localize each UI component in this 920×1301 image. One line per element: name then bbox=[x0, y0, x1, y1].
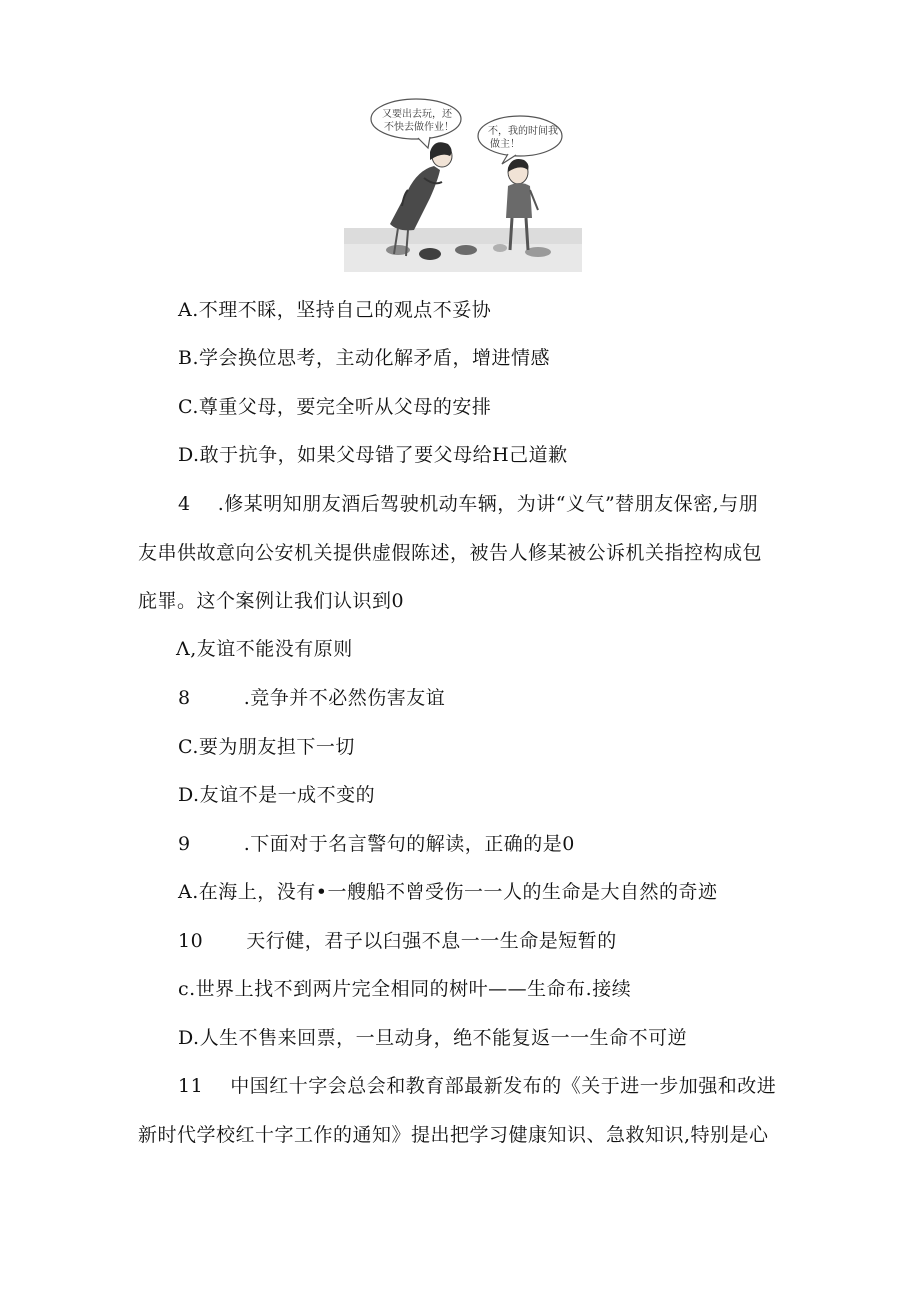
q4-number: 4 bbox=[178, 493, 191, 515]
q4-option-d: D.友谊不是一成不变的 bbox=[178, 784, 376, 806]
q3-option-d: D.敢于抗争，如果父母错了要父母给H己道歉 bbox=[178, 444, 568, 466]
q11-stem-line1 bbox=[178, 1073, 776, 1099]
q9-option-a: A.在海上，没有•一艘船不曾受伤一一人的生命是大自然的奇迹 bbox=[178, 881, 718, 903]
q3-option-b: B.学会换位思考，主动化解矛盾，增进情感 bbox=[178, 347, 551, 369]
q4-stem-line2: 友串供故意向公安机关提供虚假陈述，被告人修某被公诉机关指控构成包 bbox=[138, 542, 763, 564]
q9-option-c: c.世界上找不到两片完全相同的树叶——生命布.接续 bbox=[178, 978, 632, 1000]
q11-stem-text1: 中国红十字会总会和教育部最新发布的《关于进一步加强和改进 bbox=[230, 1075, 777, 1097]
q4-option-c: C.要为朋友担下一切 bbox=[178, 736, 355, 758]
q4-stem-line1 bbox=[178, 491, 758, 517]
q11-number: 11 bbox=[178, 1075, 204, 1097]
q9-number: 9 bbox=[178, 833, 191, 855]
q9-option-b-text: 天行健，君子以臼强不息一一生命是短暂的 bbox=[246, 930, 617, 952]
q3-option-c: C.尊重父母，要完全听从父母的安排 bbox=[178, 396, 492, 418]
son-speech-line2: 做主！ bbox=[490, 139, 520, 150]
q11-stem-line2: 新时代学校红十字工作的通知》提出把学习健康知识、急救知识,特别是心 bbox=[138, 1124, 769, 1146]
parent-child-cartoon bbox=[338, 94, 588, 276]
q4-stem-line3: 庇罪。这个案例让我们认识到0 bbox=[138, 590, 405, 612]
q4-option-b-text: .竞争并不必然伤害友谊 bbox=[243, 687, 446, 709]
q9-stem-text: .下面对于名言警句的解读，正确的是0 bbox=[243, 833, 575, 855]
q9-option-b bbox=[178, 928, 617, 954]
q4-option-a: Λ,友谊不能没有原则 bbox=[176, 638, 353, 660]
q3-option-a: A.不理不睬，坚持自己的观点不妥协 bbox=[178, 299, 492, 321]
q9-option-b-number: 10 bbox=[178, 930, 204, 952]
mother-speech-line1: 又要出去玩，还 bbox=[382, 109, 452, 120]
mother-speech-line2: 不快去做作业！ bbox=[384, 122, 454, 133]
q4-stem-text1: .修某明知朋友酒后驾驶机动车辆，为讲“义气”替朋友保密,与朋 bbox=[217, 493, 759, 515]
son-speech-line1: 不，我的时间我 bbox=[488, 126, 558, 137]
q4-option-b bbox=[178, 685, 445, 711]
q9-stem bbox=[178, 831, 575, 857]
q9-option-d: D.人生不售来回票，一旦动身，绝不能复返一一生命不可逆 bbox=[178, 1027, 688, 1049]
q4-option-b-number: 8 bbox=[178, 687, 191, 709]
